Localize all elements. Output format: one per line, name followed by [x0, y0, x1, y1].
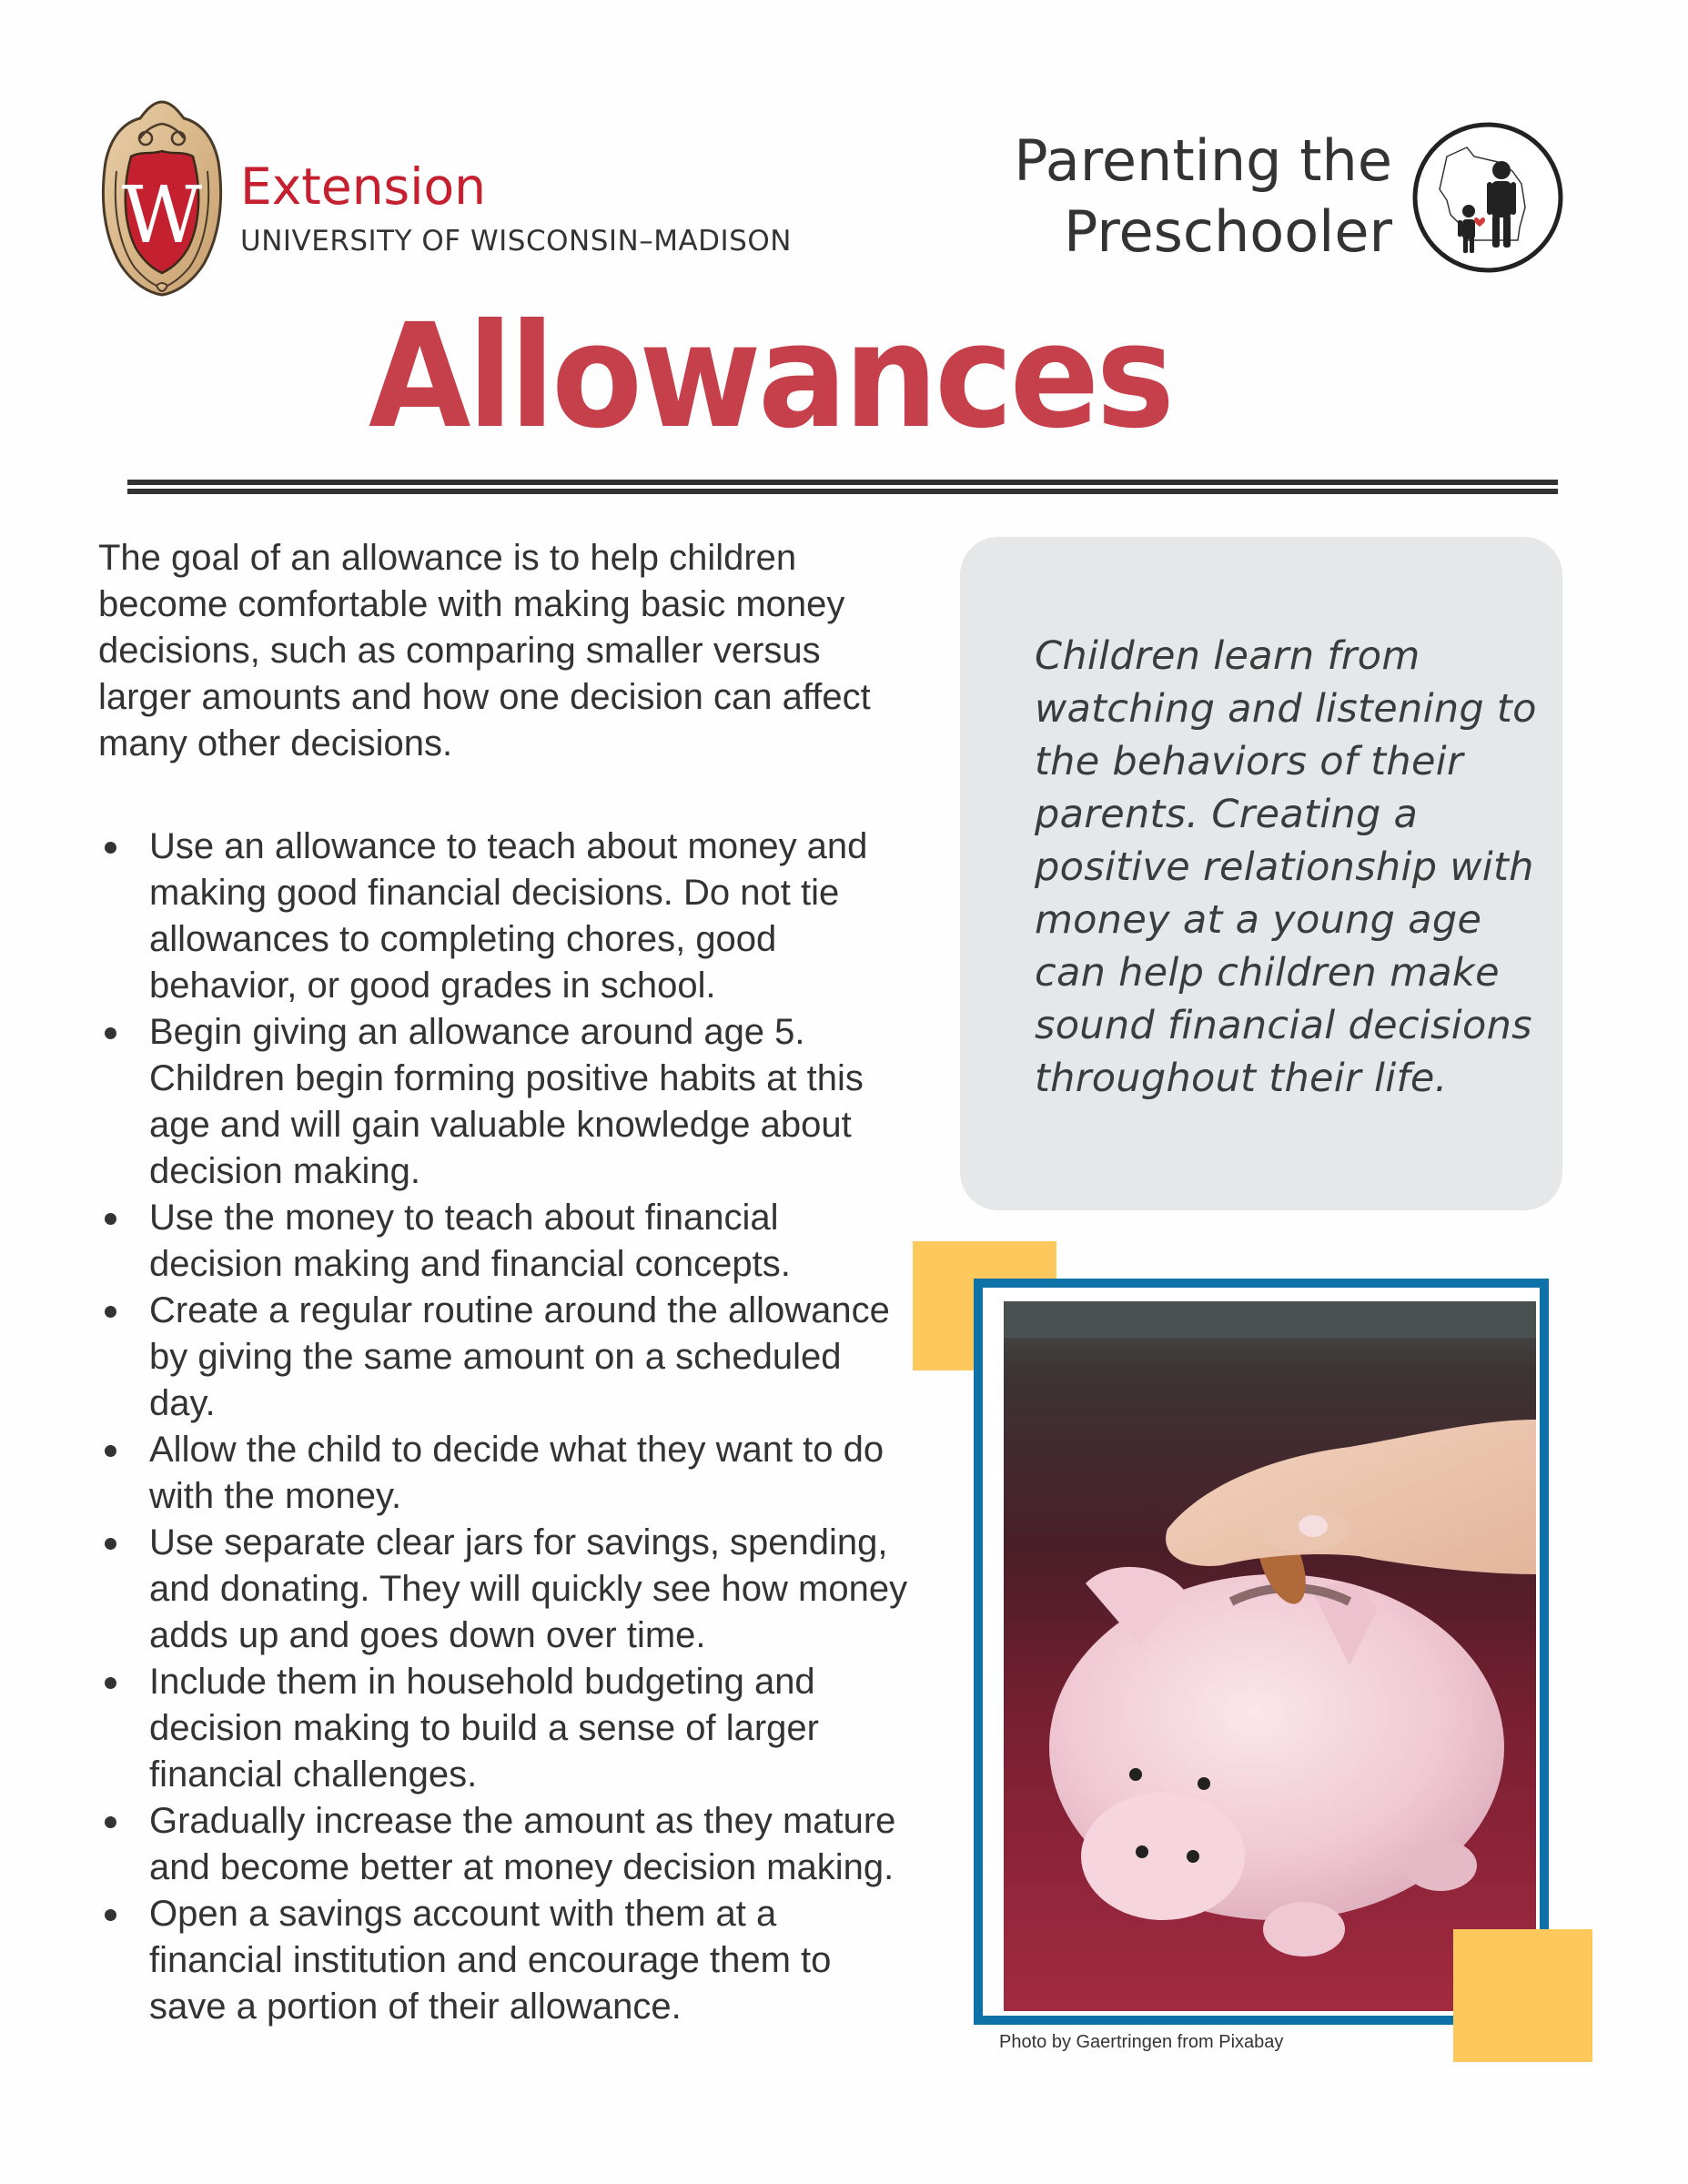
parent-child-wisconsin-icon — [1410, 120, 1565, 275]
callout-text: Children learn from watching and listening to the behaviors of their parents. Creating a positive relationship with money at a young age can help children make sound financial decisions throughout their life. — [1035, 633, 1537, 1101]
bullet-icon — [105, 1538, 116, 1550]
list-item: Begin giving an allowance around age 5. Children begin forming positive habits at this age and will gain valuable knowledge about decision making. — [98, 1009, 917, 1195]
uw-crest-logo — [98, 98, 226, 298]
bullet-icon — [105, 842, 116, 854]
photo-credit: Photo by Gaertringen from Pixabay — [999, 2032, 1284, 2052]
list-item: Include them in household budgeting and decision making to build a sense of larger financial challenges. — [98, 1659, 917, 1798]
title-divider-top — [127, 480, 1558, 485]
list-item: Use an allowance to teach about money and making good financial decisions. Do not tie allowances to completing chores, good behavior, or good grades in school. — [98, 824, 917, 1009]
list-item: Use separate clear jars for savings, spending, and donating. They will quickly see how money adds up and goes down over time. — [98, 1520, 917, 1659]
bullet-icon — [105, 1213, 116, 1225]
list-item: Allow the child to decide what they want to do with the money. — [98, 1427, 917, 1520]
bullet-icon — [105, 1677, 116, 1689]
series-title — [1001, 126, 1392, 268]
page-title: Allowances — [369, 293, 1172, 460]
list-item: Gradually increase the amount as they mature and become better at money decision making. — [98, 1798, 917, 1891]
decorative-square-bottom-right — [1453, 1929, 1592, 2062]
bullet-icon — [105, 1306, 116, 1318]
bullet-icon — [105, 1445, 116, 1457]
series-title-line1: Parenting the — [1014, 127, 1392, 194]
crest-icon — [98, 98, 226, 298]
bullet-icon — [105, 1027, 116, 1039]
list-item: Use the money to teach about financial decision making and financial concepts. — [98, 1195, 917, 1288]
list-item: Open a savings account with them at a financial institution and encourage them to save a portion of their allowance. — [98, 1891, 917, 2030]
extension-label: Extension — [240, 157, 487, 216]
university-label: UNIVERSITY OF WISCONSIN–MADISON — [240, 225, 792, 258]
list-item: Create a regular routine around the allowance by giving the same amount on a scheduled day. — [98, 1288, 917, 1427]
piggy-bank-photo — [1004, 1301, 1536, 2011]
bullet-icon — [105, 1909, 116, 1921]
tips-list — [98, 824, 917, 2030]
title-divider-bottom — [127, 489, 1558, 494]
intro-paragraph: The goal of an allowance is to help children become comfortable with making basic money decisions, such as comparing smaller versus larger amounts and how one decision can affect many other decisions. — [98, 538, 871, 763]
series-title-line2: Preschooler — [1064, 198, 1392, 265]
bullet-icon — [105, 1816, 116, 1828]
svg-text:W: W — [121, 170, 203, 261]
